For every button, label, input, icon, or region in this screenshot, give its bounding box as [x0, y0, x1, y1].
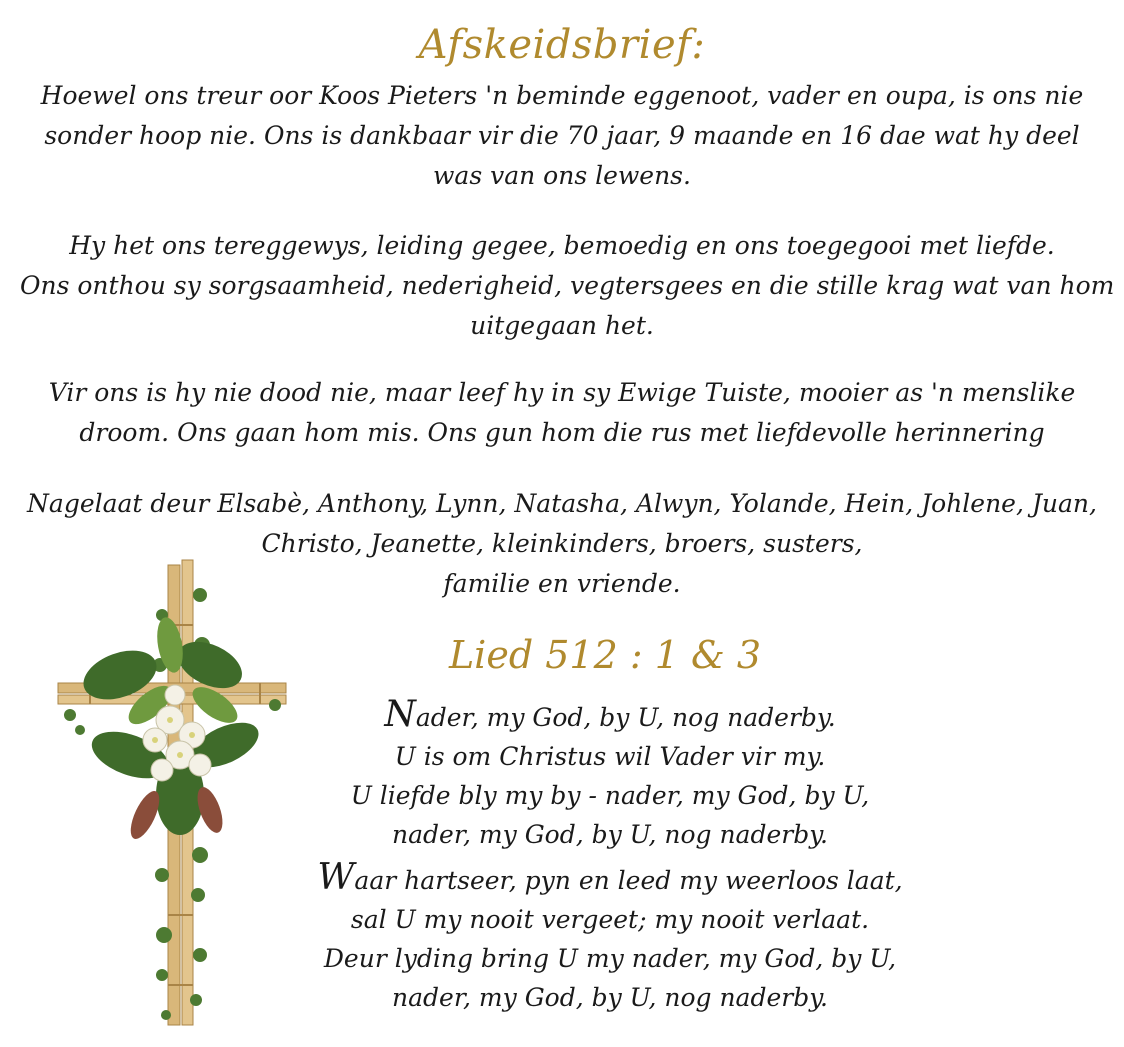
text-line: nader, my God, by U, nog naderby.: [392, 983, 828, 1012]
drop-cap: W: [317, 857, 355, 898]
text-line: sal U my nooit vergeet; my nooit verlaat.: [350, 905, 870, 934]
text-line: Hoewel ons treur oor Koos Pieters 'n beminde eggenoot, vader en oupa, is ons nie: [40, 81, 1084, 110]
text-line: Vir ons is hy nie dood nie, maar leef hy in sy Ewige Tuiste, mooier as 'n menslike: [48, 378, 1076, 407]
text-line: Hy het ons tereggewys, leiding gegee, bemoedig en ons toegegooi met liefde.: [69, 231, 1055, 260]
letter-paragraph-1: [20, 76, 1104, 196]
letter-paragraph-2: [20, 226, 1115, 346]
text-line: [290, 695, 930, 737]
hymn-verse-1: [290, 695, 930, 854]
hymn-title: Lied 512 : 1 & 3: [448, 633, 762, 677]
text-line: U liefde bly my by - nader, my God, by U,: [350, 781, 870, 810]
text-line: was van ons lewens.: [433, 161, 691, 190]
text-line: [290, 858, 930, 900]
text-line: Christo, Jeanette, kleinkinders, broers, susters,: [261, 529, 863, 558]
text-line: sonder hoop nie. Ons is dankbaar vir die 70 jaar, 9 maande en 16 dae wat hy deel: [44, 121, 1080, 150]
drop-cap: N: [384, 694, 416, 735]
text-line: nader, my God, by U, nog naderby.: [392, 820, 828, 849]
text-fragment: ader, my God, by U, nog naderby.: [415, 703, 836, 732]
letter-title: Afskeidsbrief:: [418, 22, 706, 68]
hymn-verse-2: [290, 858, 930, 1017]
text-line: Ons onthou sy sorgsaamheid, nederigheid, vegtersgees en die stille krag wat van hom: [20, 271, 1115, 300]
floral-bamboo-cross-icon: [50, 555, 290, 1030]
text-line: U is om Christus wil Vader vir my.: [394, 742, 826, 771]
letter-paragraph-3: [20, 373, 1104, 453]
text-line: droom. Ons gaan hom mis. Ons gun hom die rus met liefdevolle herinnering: [79, 418, 1045, 447]
text-line: Deur lyding bring U my nader, my God, by U,: [323, 944, 897, 973]
text-line: familie en vriende.: [443, 569, 681, 598]
text-line: Nagelaat deur Elsabè, Anthony, Lynn, Natasha, Alwyn, Yolande, Hein, Johlene, Juan,: [27, 489, 1097, 518]
text-fragment: aar hartseer, pyn en leed my weerloos laat,: [354, 866, 903, 895]
text-line: uitgegaan het.: [470, 311, 654, 340]
